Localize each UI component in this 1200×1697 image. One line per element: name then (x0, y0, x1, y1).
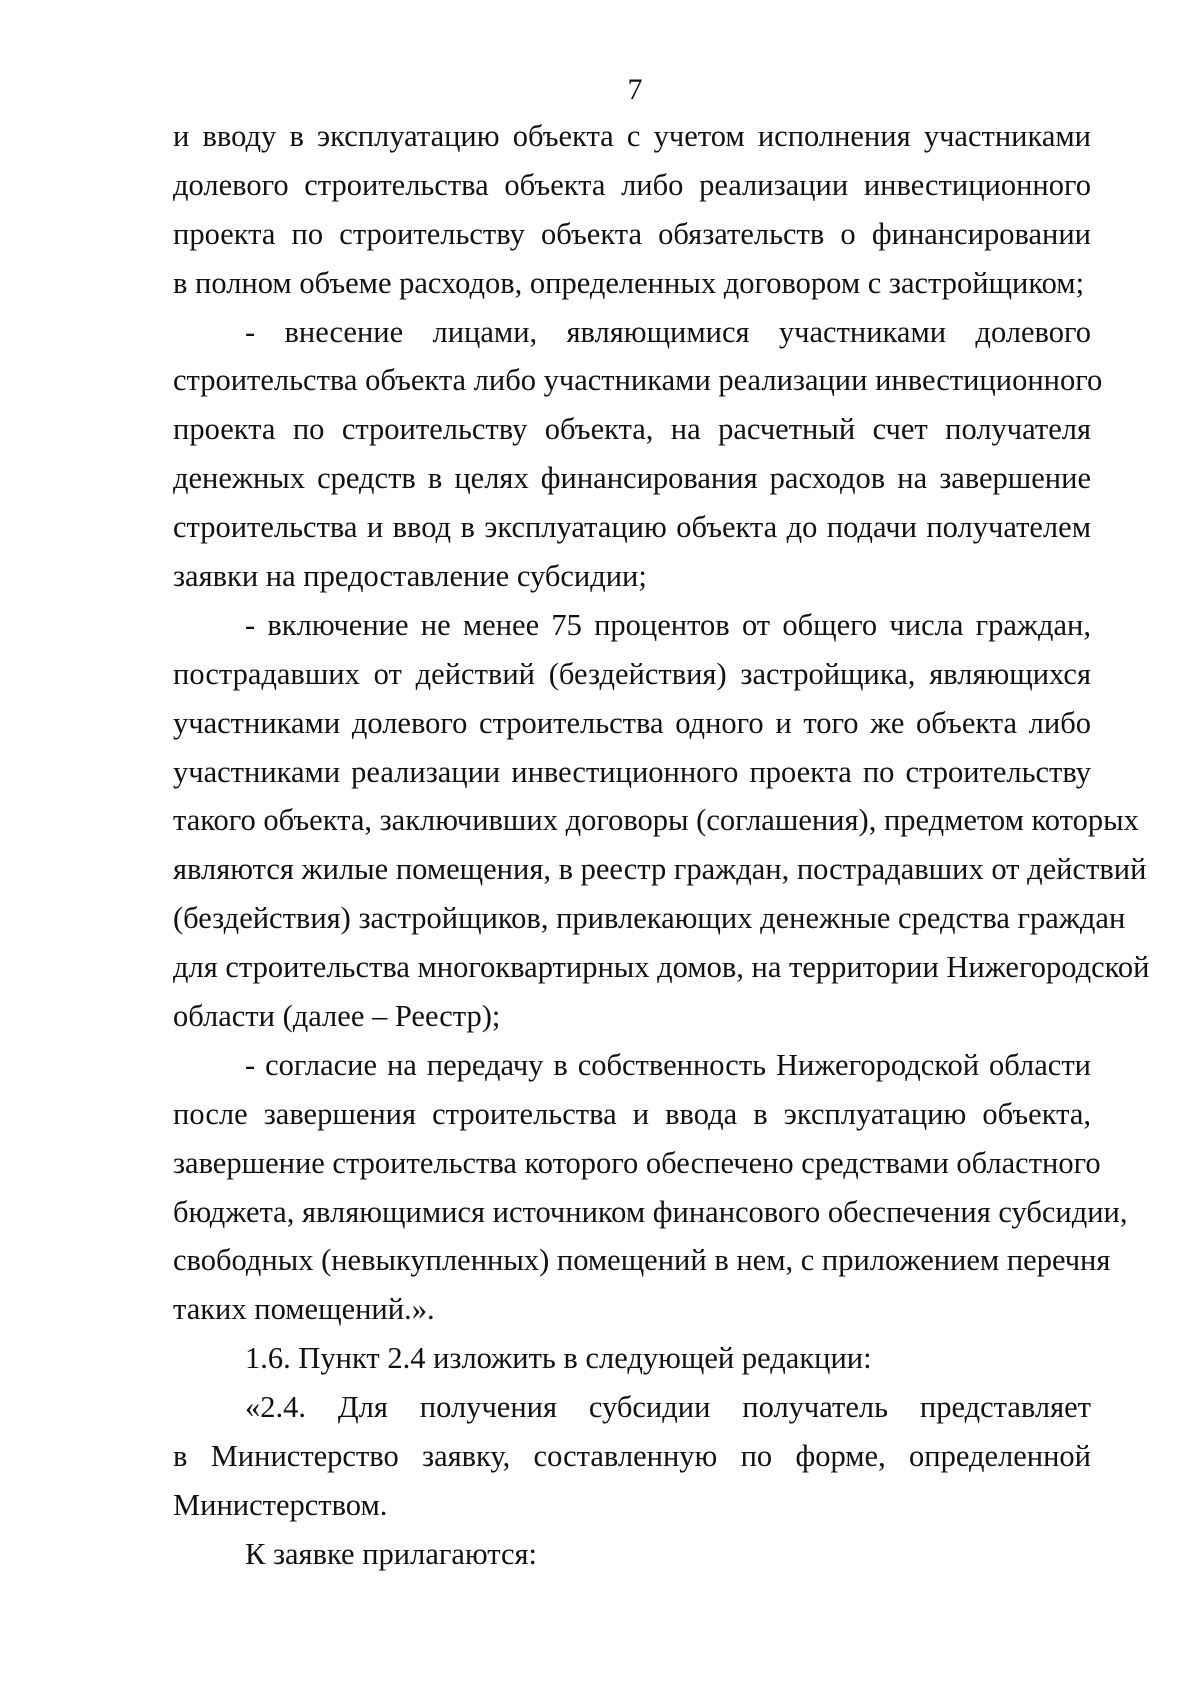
text-line: после завершения строительства и ввода в эксплуатацию объекта, (173, 1096, 1091, 1131)
text-line: бюджета, являющимися источником финансового обеспечения субсидии, (173, 1194, 1128, 1229)
text-line: - включение не менее 75 процентов от общего числа граждан, (245, 607, 1091, 642)
text-line: 1.6. Пункт 2.4 изложить в следующей редакции: (245, 1341, 872, 1376)
text-line: К заявке прилагаются: (245, 1536, 538, 1571)
text-line: завершение строительства которого обеспечено средствами областного (173, 1145, 1101, 1180)
text-line: участниками долевого строительства одного и того же объекта либо (173, 705, 1091, 740)
text-line: (бездействия) застройщиков, привлекающих денежные средства граждан (173, 901, 1126, 936)
text-line: свободных (невыкупленных) помещений в нем, с приложением перечня (173, 1243, 1111, 1278)
text-line: такого объекта, заключивших договоры (соглашения), предметом которых (173, 803, 1139, 838)
text-line: - согласие на передачу в собственность Нижегородской области (245, 1047, 1091, 1082)
body-text (173, 112, 1150, 1579)
text-line: являются жилые помещения, в реестр граждан, пострадавших от действий (173, 852, 1147, 887)
text-line: таких помещений.». (173, 1292, 435, 1327)
text-line: денежных средств в целях финансирования расходов на завершение (173, 461, 1091, 496)
text-line: - внесение лицами, являющимися участниками долевого (245, 314, 1091, 349)
text-line: пострадавших от действий (бездействия) застройщика, являющихся (173, 656, 1091, 691)
text-line: участниками реализации инвестиционного проекта по строительству (173, 754, 1091, 789)
text-line: долевого строительства объекта либо реализации инвестиционного (173, 167, 1091, 202)
text-line: строительства и ввод в эксплуатацию объекта до подачи получателем (173, 510, 1091, 545)
text-line: строительства объекта либо участниками реализации инвестиционного (173, 363, 1103, 398)
page-number: 7 (627, 73, 643, 106)
text-line: в Министерство заявку, составленную по форме, определенной (173, 1439, 1091, 1474)
text-line: Министерством. (173, 1487, 388, 1522)
text-line: проекта по строительству объекта обязательств о финансировании (173, 216, 1091, 251)
text-line: заявки на предоставление субсидии; (173, 559, 647, 594)
text-line: «2.4. Для получения субсидии получатель представляет (245, 1390, 1091, 1425)
text-line: области (далее – Реестр); (173, 999, 501, 1034)
text-line: проекта по строительству объекта, на расчетный счет получателя (173, 412, 1091, 447)
text-line: и вводу в эксплуатацию объекта с учетом исполнения участниками (173, 119, 1091, 153)
text-line: для строительства многоквартирных домов, на территории Нижегородской (173, 950, 1150, 985)
text-line: в полном объеме расходов, определенных договором с застройщиком; (173, 265, 1085, 300)
